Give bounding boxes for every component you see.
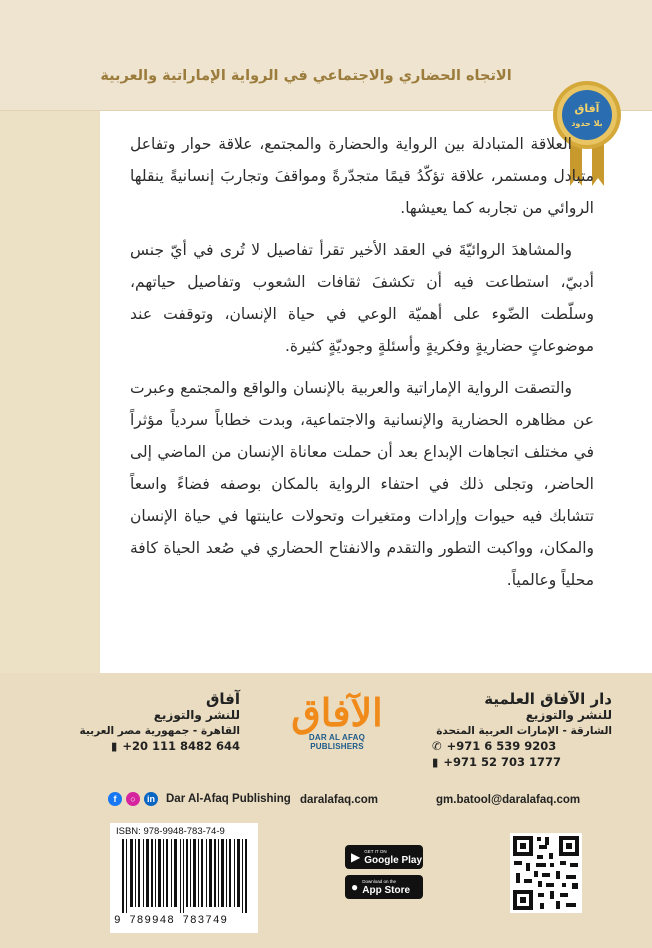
app-store-label: App Store	[362, 884, 411, 896]
publisher-uae	[432, 690, 612, 769]
apple-icon: ●	[351, 880, 359, 894]
publisher-egypt	[60, 690, 240, 753]
publisher-uae-sub: للنشر والتوزيع	[525, 708, 612, 722]
isbn-barcode	[110, 823, 258, 933]
blurb-paragraph-3: والتصقت الرواية الإماراتية والعربية بالإنسان والواقع والمجتمع وعبرت عن مظاهره الحضارية والإنسانية والاجتماعية، وبدت خطاباً سردياً مؤثراً في مختلف اتجاهات الإبداع بعد أن حملت معاناة الإنسان من الماضي إلى الحاضر، وتجلى ذلك في احتفاء الرواية بالمكان بوصفه فضاءً واسعاً تتشابك فيه حيوات وإرادات ومتغيرات وتحولات عاينتها في حياة الإنسان والمكان، وواكبت التطور والتقدم والانفتاح الحضاري في صُعد الحياة كافة محلياً وعالمياً.	[130, 379, 594, 589]
app-store-small: Download on the	[362, 878, 397, 884]
phone-uae-2[interactable]: +971 52 703 1777	[443, 755, 562, 769]
logo-publisher-name: DAR AL AFAQ PUBLISHERS	[308, 733, 366, 751]
left-margin-strip	[0, 111, 100, 673]
phone-uae-1[interactable]: +971 6 539 9203	[446, 739, 557, 753]
app-store-button[interactable]	[345, 875, 423, 899]
phone-icon: ✆	[432, 739, 442, 753]
publisher-egypt-name: آفاق	[205, 690, 240, 708]
blurb-paragraph-1: العلاقة المتبادلة بين الرواية والحضارة والمجتمع، علاقة حوار وتفاعل متبادل ومستمر، علاقة تؤكّدُ قيمًا متجدّرةً ومواقفَ وتجاربَ إنسانيةً ينقلها الروائي من تجاربه كما يعيشها.	[130, 135, 594, 217]
badge-line1: آفاق	[574, 102, 600, 115]
instagram-icon[interactable]: ○	[126, 792, 140, 806]
publisher-egypt-location: القاهرة - جمهورية مصر العربية	[79, 725, 240, 737]
phone-row-egypt	[60, 739, 240, 753]
play-icon: ▶	[351, 850, 361, 864]
publisher-uae-name: دار الآفاق العلمية	[484, 690, 612, 708]
google-play-button[interactable]	[345, 845, 423, 869]
google-play-small: GET IT ON	[364, 848, 387, 854]
website-link[interactable]: daralafaq.com	[300, 794, 378, 806]
isbn-label: ISBN: 978-9948-783-74-9	[116, 826, 225, 837]
badge-line2: بلا حدود	[571, 119, 603, 128]
blurb-text	[130, 128, 594, 606]
publisher-uae-location: الشارقة - الإمارات العربية المتحدة	[436, 725, 612, 737]
blurb-paragraph-2: والمشاهدَ الروائيّةَ في العقد الأخير تقرأ تفاصيل لا تُرى في أيّ جنس أدبيّ، استطاعت فيه أن تكشفَ ثقافات الشعوب وتفاصيل حياتهم، وسلّطت الضّوء على أهميّة الوعي في حياة الإنسان، وتوقفت عند موضوعاتٍ حضاريةٍ وفكريةٍ وأسئلةٍ وجوديّةٍ كثيرة.	[130, 241, 594, 355]
book-title: الاتجاه الحضاري والاجتماعي في الرواية الإماراتية والعربية	[100, 68, 512, 84]
social-links	[108, 792, 291, 806]
social-handle[interactable]: Dar Al-Afaq Publishing	[166, 793, 291, 805]
logo-mark: الآفاق	[291, 690, 383, 735]
mobile-icon: ▮	[110, 739, 118, 753]
phone-row-2	[432, 755, 612, 769]
linkedin-icon[interactable]: in	[144, 792, 158, 806]
barcode-bars	[118, 839, 250, 913]
mobile-icon: ▮	[432, 755, 439, 769]
phone-egypt[interactable]: +20 111 8482 644	[122, 739, 240, 753]
email-link[interactable]: gm.batool@daralafaq.com	[436, 794, 581, 806]
qr-code-icon[interactable]	[510, 833, 582, 913]
publisher-logo	[282, 690, 392, 751]
google-play-label: Google Play	[364, 854, 423, 866]
publisher-egypt-sub: للنشر والتوزيع	[153, 708, 240, 722]
facebook-icon[interactable]: f	[108, 792, 122, 806]
phone-row-1	[432, 739, 612, 753]
isbn-digits: 9 789948 783749	[114, 915, 229, 927]
